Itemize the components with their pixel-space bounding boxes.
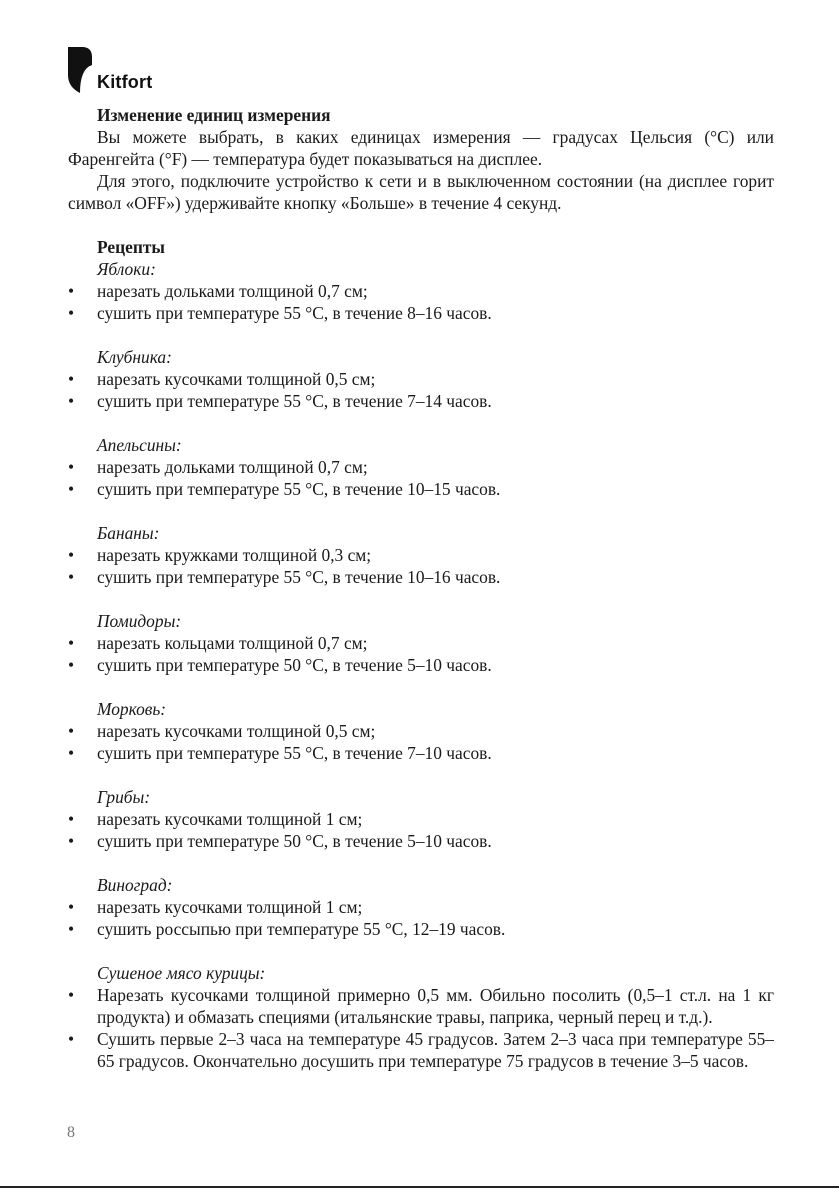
recipe-step [68,808,774,830]
recipe-step [68,742,774,764]
recipe-step [68,280,774,302]
recipe-steps [68,280,774,324]
recipe-step [68,368,774,390]
recipe-name: Сушеное мясо курицы: [97,963,266,983]
recipe-step [68,566,774,588]
bullet-icon: • [68,721,75,741]
recipes-list [68,258,774,1072]
recipe-step-text: нарезать кружками толщиной 0,3 см; [97,545,372,565]
recipe-step-text: Сушить первые 2–3 часа на температуре 45 градусов. Затем 2–3 часа при температуре 55–65 градусов. Окончательно досушить при температуре 75 градусов в течение 3–5 часов. [97,1029,774,1071]
recipe-steps [68,544,774,588]
recipe-steps [68,808,774,852]
bullet-icon: • [68,743,75,763]
recipe-step [68,302,774,324]
recipe-step-text: сушить при температуре 55 °C, в течение 10–16 часов. [97,567,501,587]
recipe-steps [68,720,774,764]
recipe-step [68,830,774,852]
recipe-step-text: нарезать дольками толщиной 0,7 см; [97,457,368,477]
recipe-step [68,632,774,654]
bullet-icon: • [68,809,75,829]
recipe-step-text: нарезать кусочками толщиной 1 см; [97,809,363,829]
bullet-icon: • [68,545,75,565]
recipe-step-text: сушить при температуре 55 °C, в течение 8–16 часов. [97,303,492,323]
recipe-step-text: нарезать кусочками толщиной 0,5 см; [97,369,376,389]
bullet-icon: • [68,919,75,939]
bullet-icon: • [68,633,75,653]
brand-logo [68,47,168,97]
kitfort-logo-icon [68,47,92,93]
bullet-icon: • [68,1029,75,1049]
recipe-step [68,390,774,412]
recipe-step-text: нарезать дольками толщиной 0,7 см; [97,281,368,301]
recipe-step-text: сушить при температуре 50 °C, в течение 5–10 часов. [97,831,492,851]
bullet-icon: • [68,567,75,587]
recipe-steps [68,896,774,940]
page-content [68,104,774,1072]
recipe-step-text: сушить при температуре 55 °C, в течение 10–15 часов. [97,479,501,499]
recipe-name: Виноград: [97,875,173,895]
recipe-step [68,478,774,500]
recipe-step-text: сушить россыпью при температуре 55 °C, 12–19 часов. [97,919,506,939]
recipe-steps [68,632,774,676]
bullet-icon: • [68,985,75,1005]
recipe-step [68,456,774,478]
recipe-step [68,1028,774,1072]
recipe-step [68,896,774,918]
recipe-step [68,984,774,1028]
recipe-step-text: нарезать кусочками толщиной 0,5 см; [97,721,376,741]
recipe-step [68,918,774,940]
bullet-icon: • [68,303,75,323]
bullet-icon: • [68,457,75,477]
recipe-step-text: сушить при температуре 50 °C, в течение 5–10 часов. [97,655,492,675]
recipe-name: Бананы: [97,523,160,543]
recipe-name: Апельсины: [97,435,182,455]
recipe-step-text: нарезать кусочками толщиной 1 см; [97,897,363,917]
brand-name: Kitfort [97,72,153,92]
bullet-icon: • [68,655,75,675]
bullet-icon: • [68,831,75,851]
bullet-icon: • [68,391,75,411]
recipes-title: Рецепты [97,237,165,257]
recipe-name: Грибы: [97,787,151,807]
recipe-step [68,720,774,742]
recipe-name: Помидоры: [97,611,182,631]
recipe-step-text: сушить при температуре 55 °C, в течение 7–10 часов. [97,743,492,763]
bullet-icon: • [68,369,75,389]
recipe-steps [68,984,774,1072]
recipe-step-text: сушить при температуре 55 °C, в течение 7–14 часов. [97,391,492,411]
recipe-name: Морковь: [97,699,167,719]
recipe-steps [68,368,774,412]
page-number: 8 [67,1124,75,1141]
recipe-name: Яблоки: [97,259,156,279]
recipe-step-text: нарезать кольцами толщиной 0,7 см; [97,633,368,653]
recipe-name: Клубника: [97,347,172,367]
units-paragraph-2: Для этого, подключите устройство к сети и в выключенном состоянии (на дисплее горит символ «OFF») удерживайте кнопку «Больше» в течение 4 секунд. [68,171,774,213]
bullet-icon: • [68,479,75,499]
bullet-icon: • [68,281,75,301]
recipe-step [68,654,774,676]
units-paragraph-1: Вы можете выбрать, в каких единицах измерения — градусах Цельсия (°C) или Фаренгейта (°F) — температура будет показываться на дисплее. [68,127,774,169]
recipe-step-text: Нарезать кусочками толщиной примерно 0,5 мм. Обильно посолить (0,5–1 ст.л. на 1 кг продукта) и обмазать специями (итальянские травы, паприка, черный перец и т.д.). [97,985,774,1027]
recipe-steps [68,456,774,500]
bullet-icon: • [68,897,75,917]
units-section-title: Изменение единиц измерения [97,105,331,125]
recipe-step [68,544,774,566]
